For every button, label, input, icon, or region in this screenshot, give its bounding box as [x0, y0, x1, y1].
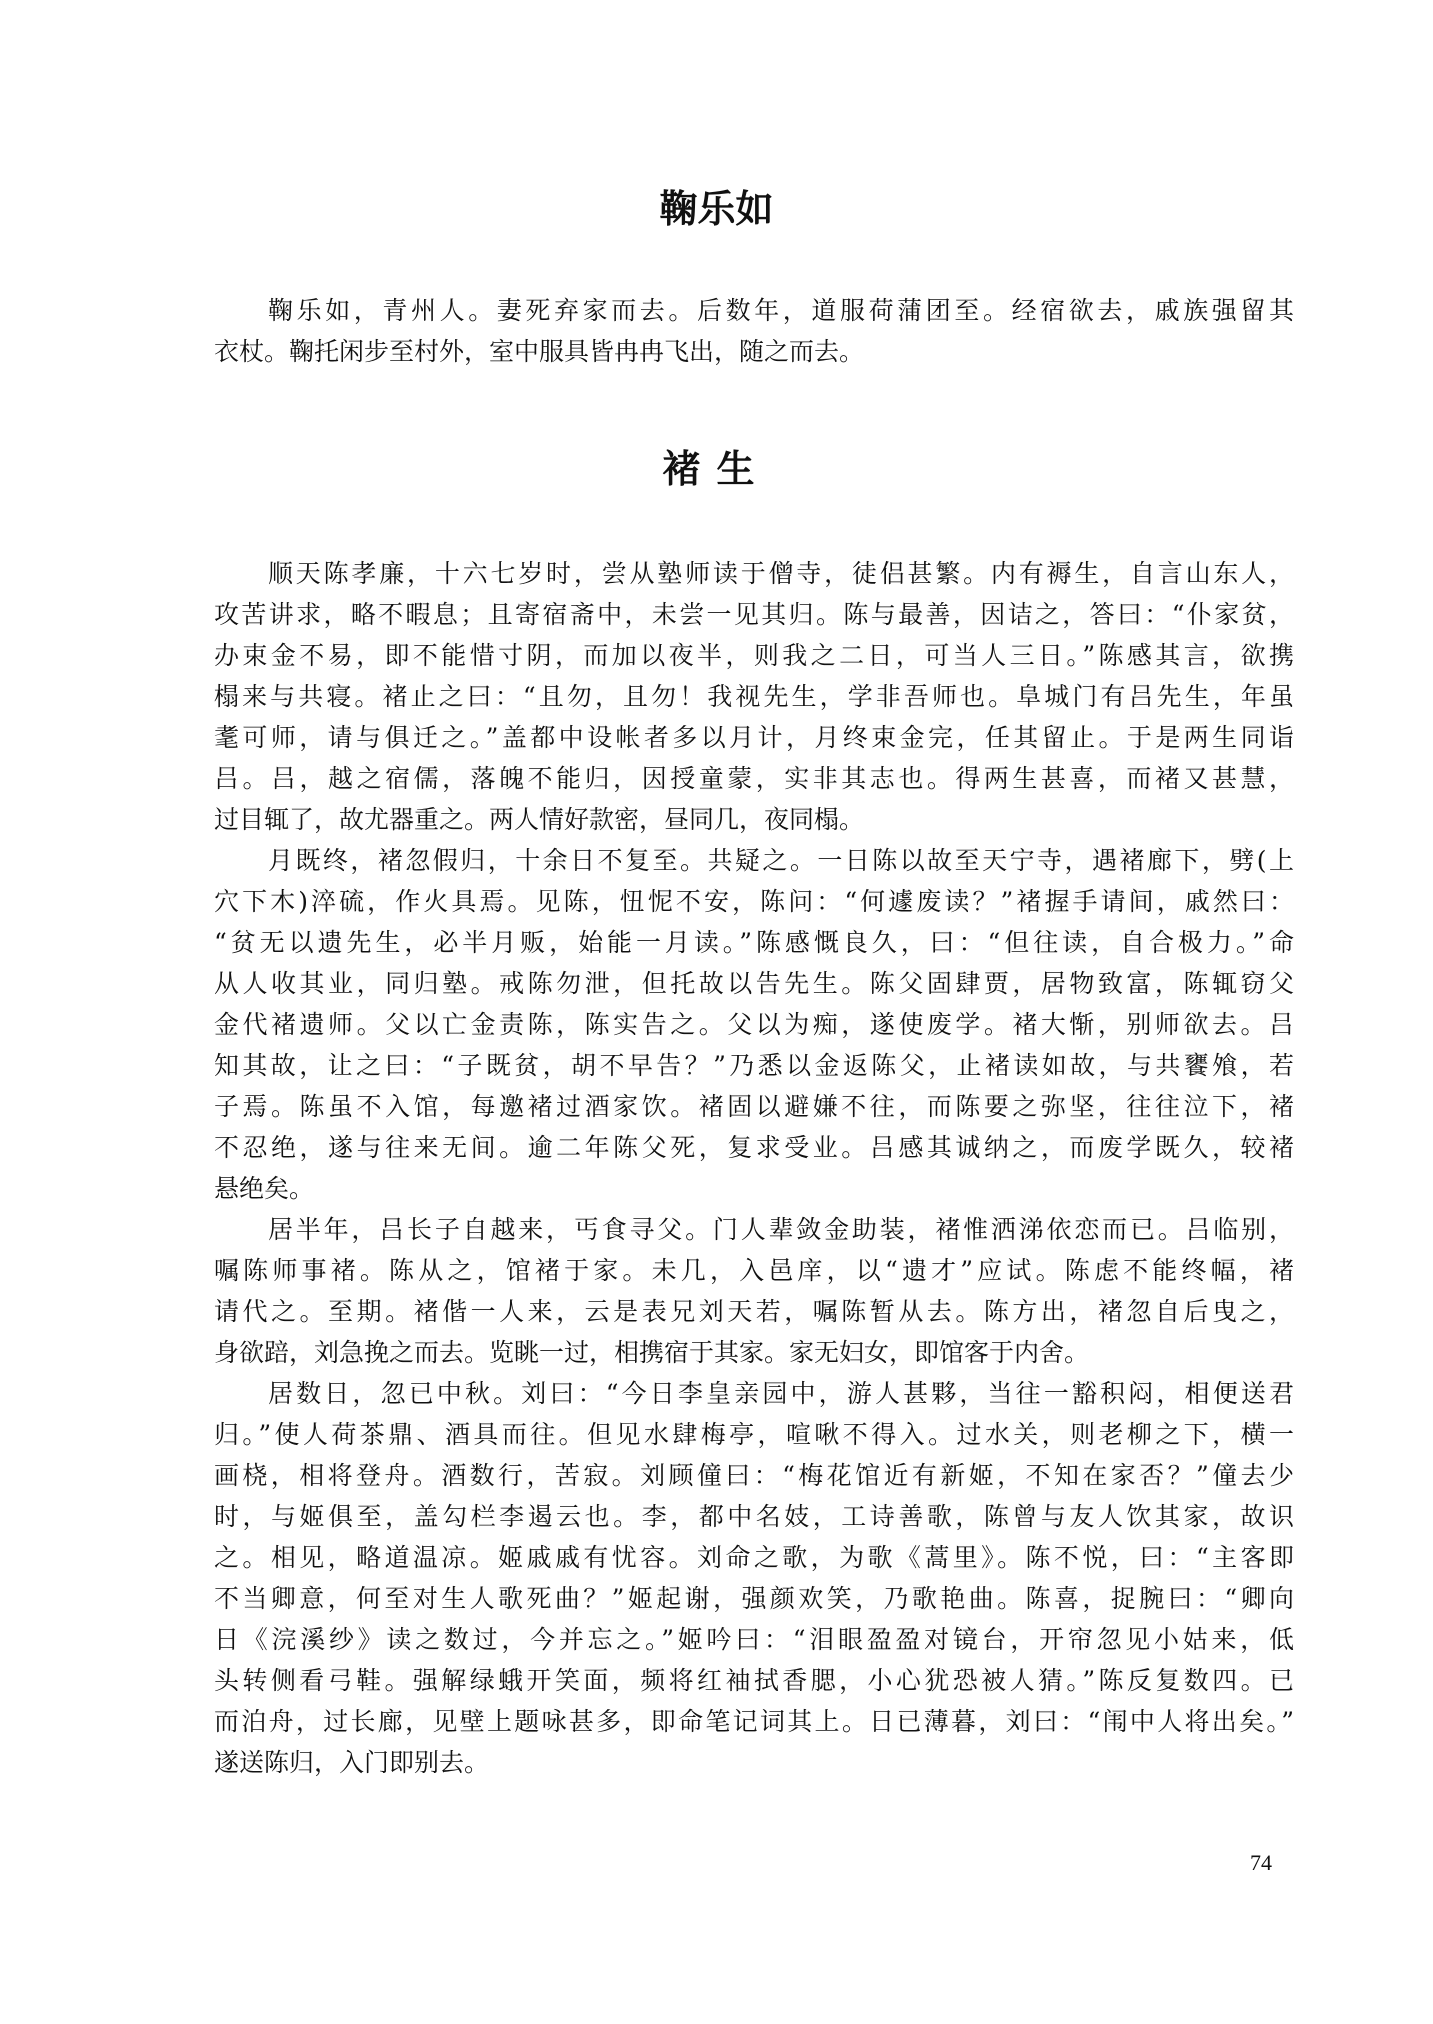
- section-body-chusheng: [214, 553, 1294, 1783]
- text-line: 居数日，忽已中秋。刘曰：“今日李皇亲园中，游人甚夥，当往一豁积闷，相便送君: [268, 1379, 1294, 1408]
- text-line: 请代之。至期。褚偕一人来，云是表兄刘天若，嘱陈暂从去。陈方出，褚忽自后曳之，: [214, 1297, 1294, 1326]
- page-number: 74: [1250, 1850, 1272, 1875]
- text-line: 衣杖。鞠托闲步至村外，室中服具皆冉冉飞出，随之而去。: [214, 337, 865, 366]
- text-line: 子焉。陈虽不入馆，每邀褚过酒家饮。褚固以避嫌不往，而陈要之弥坚，往往泣下，褚: [214, 1092, 1294, 1121]
- text-line: 居半年，吕长子自越来，丐食寻父。门人辈敛金助装，褚惟洒涕依恋而已。吕临别，: [268, 1215, 1294, 1244]
- text-line: 归。”使人荷茶鼎、酒具而往。但见水肆梅亭，喧啾不得入。过水关，则老柳之下，横一: [214, 1420, 1294, 1449]
- text-line: 鞠乐如，青州人。妻死弃家而去。后数年，道服荷蒲团至。经宿欲去，戚族强留其: [268, 296, 1294, 325]
- text-line: 画桡，相将登舟。酒数行，苦寂。刘顾僮曰：“梅花馆近有新姬，不知在家否？”僮去少: [214, 1461, 1294, 1490]
- section-title-chusheng: 褚生: [662, 447, 771, 491]
- text-line: 办束金不易，即不能惜寸阴，而加以夜半，则我之二日，可当人三日。”陈感其言，欲携: [214, 641, 1294, 670]
- text-line: 不忍绝，遂与往来无间。逾二年陈父死，复求受业。吕感其诚纳之，而废学既久，较褚: [214, 1133, 1294, 1162]
- text-line: 日《浣溪纱》读之数过，今并忘之。”姬吟曰：“泪眼盈盈对镜台，开帘忽见小姑来，低: [214, 1625, 1294, 1654]
- text-line: 遂送陈归，入门即别去。: [214, 1748, 490, 1777]
- section-body-juleru: [214, 290, 1294, 372]
- text-line: 穴下木)淬硫，作火具焉。见陈，忸怩不安，陈问：“何遽废读？”褚握手请间，戚然曰：: [214, 887, 1294, 916]
- text-line: 知其故，让之曰：“子既贫，胡不早告？”乃悉以金返陈父，止褚读如故，与共饔飧，若: [214, 1051, 1294, 1080]
- text-line: 不当卿意，何至对生人歌死曲？”姬起谢，强颜欢笑，乃歌艳曲。陈喜，捉腕曰：“卿向: [214, 1584, 1294, 1613]
- text-line: 过目辄了，故尤器重之。两人情好款密，昼同几，夜同榻。: [214, 805, 865, 834]
- text-line: 之。相见，略道温凉。姬戚戚有忧容。刘命之歌，为歌《蒿里》。陈不悦，曰：“主客即: [214, 1543, 1294, 1572]
- text-line: 时，与姬俱至，盖勾栏李遏云也。李，都中名妓，工诗善歌，陈曾与友人饮其家，故识: [214, 1502, 1294, 1531]
- text-line: 榻来与共寝。褚止之曰：“且勿，且勿！我视先生，学非吾师也。阜城门有吕先生，年虽: [214, 682, 1294, 711]
- text-line: 身欲踣，刘急挽之而去。览眺一过，相携宿于其家。家无妇女，即馆客于内舍。: [214, 1338, 1090, 1367]
- text-line: 悬绝矣。: [214, 1174, 315, 1203]
- text-line: “贫无以遗先生，必半月贩，始能一月读。”陈感慨良久，曰：“但往读，自合极力。”命: [214, 928, 1294, 957]
- text-line: 嘱陈师事褚。陈从之，馆褚于家。未几，入邑庠，以“遗才”应试。陈虑不能终幅，褚: [214, 1256, 1294, 1285]
- text-line: 金代褚遗师。父以亡金责陈，陈实告之。父以为痴，遂使废学。褚大惭，别师欲去。吕: [214, 1010, 1294, 1039]
- text-line: 头转侧看弓鞋。强解绿蛾开笑面，频将红袖拭香腮，小心犹恐被人猜。”陈反复数四。已: [214, 1666, 1294, 1695]
- section-title-juleru: 鞠乐如: [659, 187, 774, 231]
- text-line: 从人收其业，同归塾。戒陈勿泄，但托故以告先生。陈父固肆贾，居物致富，陈辄窃父: [214, 969, 1294, 998]
- text-line: 吕。吕，越之宿儒，落魄不能归，因授童蒙，实非其志也。得两生甚喜，而褚又甚慧，: [214, 764, 1294, 793]
- text-line: 攻苦讲求，略不暇息；且寄宿斋中，未尝一见其归。陈与最善，因诘之，答曰：“仆家贫，: [214, 600, 1294, 629]
- text-line: 耄可师，请与俱迁之。”盖都中设帐者多以月计，月终束金完，任其留止。于是两生同诣: [214, 723, 1294, 752]
- text-line: 月既终，褚忽假归，十余日不复至。共疑之。一日陈以故至天宁寺，遇褚廊下，劈(上: [268, 846, 1294, 875]
- text-line: 顺天陈孝廉，十六七岁时，尝从塾师读于僧寺，徒侣甚繁。内有褥生，自言山东人，: [268, 559, 1294, 588]
- text-line: 而泊舟，过长廊，见壁上题咏甚多，即命笔记词其上。日已薄暮，刘曰：“闱中人将出矣。”: [214, 1707, 1294, 1736]
